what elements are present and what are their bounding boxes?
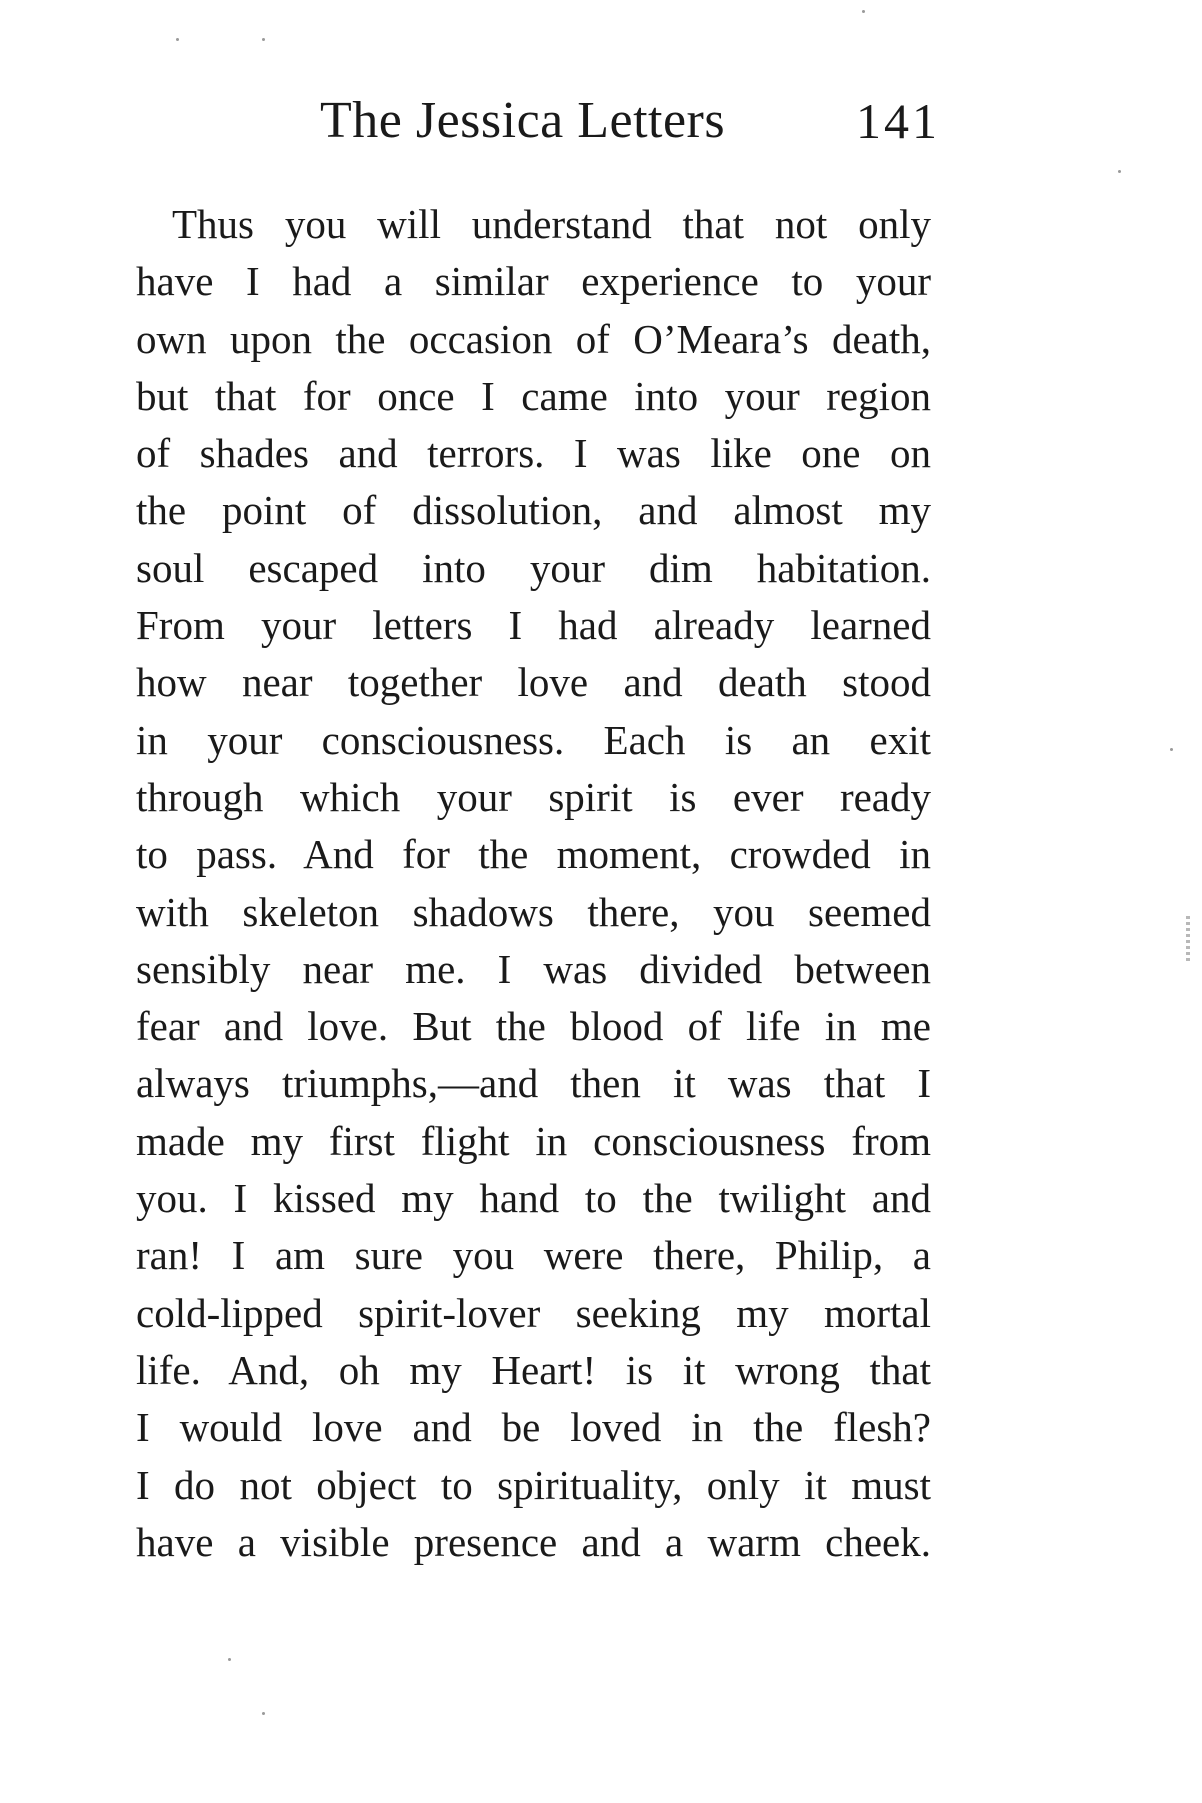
text-line: in your consciousness. Each is an exit: [136, 716, 931, 763]
text-line: the point of dissolution, and almost my: [136, 487, 931, 534]
text-line: sensibly near me. I was divided between: [136, 945, 931, 992]
text-line: made my first flight in consciousness from: [136, 1117, 931, 1164]
text-line: fear and love. But the blood of life in me: [136, 1003, 931, 1050]
text-line: soul escaped into your dim habitation.: [136, 544, 931, 591]
running-title: The Jessica Letters: [320, 92, 726, 149]
text-line: through which your spirit is ever ready: [136, 773, 931, 820]
body-paragraph: [136, 196, 931, 1571]
scan-speck: [262, 38, 265, 41]
text-line: I would love and be loved in the flesh?: [136, 1404, 931, 1451]
scan-speck: [176, 38, 179, 41]
text-line: Thus you will understand that not only: [172, 201, 931, 247]
text-line: own upon the occasion of O’Meara’s death,: [136, 315, 931, 362]
page-number: 141: [856, 93, 940, 149]
text-line: have I had a similar experience to your: [136, 258, 931, 305]
text-line: From your letters I had already learned: [136, 602, 931, 649]
text-line: but that for once I came into your region: [136, 372, 931, 419]
text-line: to pass. And for the moment, crowded in: [136, 831, 931, 878]
scan-edge-mark: [1186, 916, 1190, 964]
text-line: I do not object to spirituality, only it must: [136, 1461, 931, 1508]
scan-speck: [862, 10, 865, 13]
scan-speck: [1170, 748, 1173, 751]
text-line: of shades and terrors. I was like one on: [136, 430, 931, 477]
text-line: you. I kissed my hand to the twilight and: [136, 1175, 931, 1222]
text-line: have a visible presence and a warm cheek.: [136, 1518, 931, 1565]
scan-speck: [1118, 170, 1121, 173]
text-line: always triumphs,—and then it was that I: [136, 1060, 931, 1107]
text-line: how near together love and death stood: [136, 659, 931, 706]
text-line: with skeleton shadows there, you seemed: [136, 888, 931, 935]
text-line: cold-lipped spirit-lover seeking my mortal: [136, 1289, 931, 1336]
text-line: life. And, oh my Heart! is it wrong that: [136, 1346, 931, 1393]
running-header: [320, 86, 940, 156]
text-line: ran! I am sure you were there, Philip, a: [136, 1232, 931, 1279]
scan-speck: [228, 1658, 231, 1661]
scan-speck: [262, 1712, 265, 1715]
